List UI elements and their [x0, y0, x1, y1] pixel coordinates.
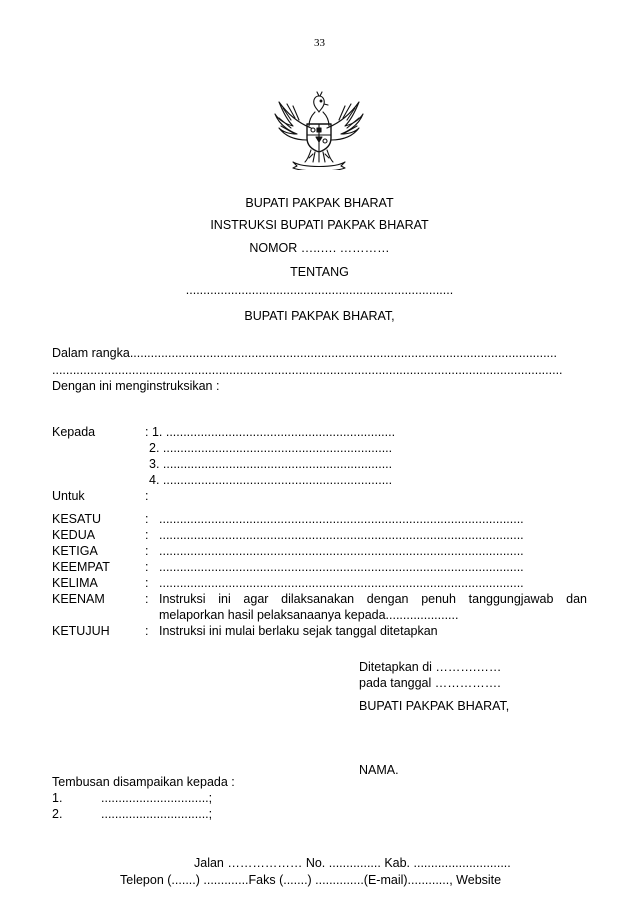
signature-name: NAMA.: [359, 763, 399, 777]
dictum-label: KEEMPAT: [52, 560, 110, 574]
dictum-label: KESATU: [52, 512, 102, 526]
dictum-colon: :: [145, 624, 149, 638]
header-tentang: TENTANG: [290, 265, 349, 279]
kepada-item: 3. ..................................................................: [149, 457, 393, 471]
dictum-row: [52, 560, 592, 576]
tembusan-item-number: 2.: [52, 807, 63, 821]
untuk-label: Untuk: [52, 489, 85, 503]
header-title-bupati: BUPATI PAKPAK BHARAT: [245, 196, 394, 210]
kepada-item: 2. ..................................................................: [149, 441, 393, 455]
footer-contact: Telepon (.......) .............Faks (.......) ..............(E-mail)............, Website: [120, 873, 502, 887]
dictum-label: KEENAM: [52, 592, 105, 606]
tembusan-item-text: ...............................;: [101, 807, 213, 821]
dictum-row: [52, 512, 592, 528]
dictum-colon: :: [145, 560, 149, 574]
garuda-pancasila-emblem-icon: [271, 90, 367, 170]
kepada-item: : 1. ..................................................................: [145, 425, 396, 439]
keenam-text-line-1: Instruksi ini agar dilaksanakan dengan penuh tanggungjawab dan: [159, 592, 587, 606]
preamble-line-3: Dengan ini menginstruksikan :: [52, 379, 220, 393]
kepada-item: 4. ..................................................................: [149, 473, 393, 487]
kepada-label: Kepada: [52, 425, 96, 439]
tembusan-item-number: 1.: [52, 791, 63, 805]
dictum-text: .........................................................................................................: [159, 512, 524, 526]
untuk-colon: :: [145, 489, 149, 503]
dictum-row: [52, 528, 592, 544]
preamble-line-1: Dalam rangka...........................................................................................................................: [52, 346, 557, 360]
dictum-label: KETUJUH: [52, 624, 110, 638]
dictum-colon: :: [145, 528, 149, 542]
header-issuer: BUPATI PAKPAK BHARAT,: [244, 309, 395, 323]
dictum-label: KETIGA: [52, 544, 98, 558]
dictum-colon: :: [145, 576, 149, 590]
tembusan-item-text: ...............................;: [101, 791, 213, 805]
dictum-colon: :: [145, 544, 149, 558]
tembusan-heading: Tembusan disampaikan kepada :: [52, 775, 235, 789]
dictum-text: .........................................................................................................: [159, 528, 524, 542]
preamble-line-2: ...................................................................................................................................................: [52, 363, 563, 377]
untuk-row: [52, 489, 592, 505]
signature-place: Ditetapkan di ……….……: [359, 660, 502, 674]
header-instruksi-title: INSTRUKSI BUPATI PAKPAK BHARAT: [210, 218, 429, 232]
dictum-text: .........................................................................................................: [159, 560, 524, 574]
dictum-text: Instruksi ini mulai berlaku sejak tanggal ditetapkan: [159, 624, 438, 638]
keenam-text-line-2: melaporkan hasil pelaksanaanya kepada.....................: [159, 608, 459, 622]
dictum-text: .........................................................................................................: [159, 576, 524, 590]
dictum-label: KELIMA: [52, 576, 98, 590]
header-subject-placeholder: .............................................................................: [185, 283, 454, 297]
dictum-row: [52, 576, 592, 592]
dictum-row: [52, 544, 592, 560]
dictum-label: KEDUA: [52, 528, 96, 542]
dictum-text: .........................................................................................................: [159, 544, 524, 558]
header-nomor: NOMOR …..…. …………: [249, 241, 390, 255]
dictum-colon: :: [145, 512, 149, 526]
signature-date: pada tanggal …………….: [359, 676, 501, 690]
dictum-row-ketujuh: [52, 624, 592, 640]
signature-title: BUPATI PAKPAK BHARAT,: [359, 699, 510, 713]
footer-address: Jalan ……………… No. ............... Kab. ............................: [194, 856, 511, 870]
dictum-colon: :: [145, 592, 149, 606]
page-number: 33: [314, 37, 325, 49]
